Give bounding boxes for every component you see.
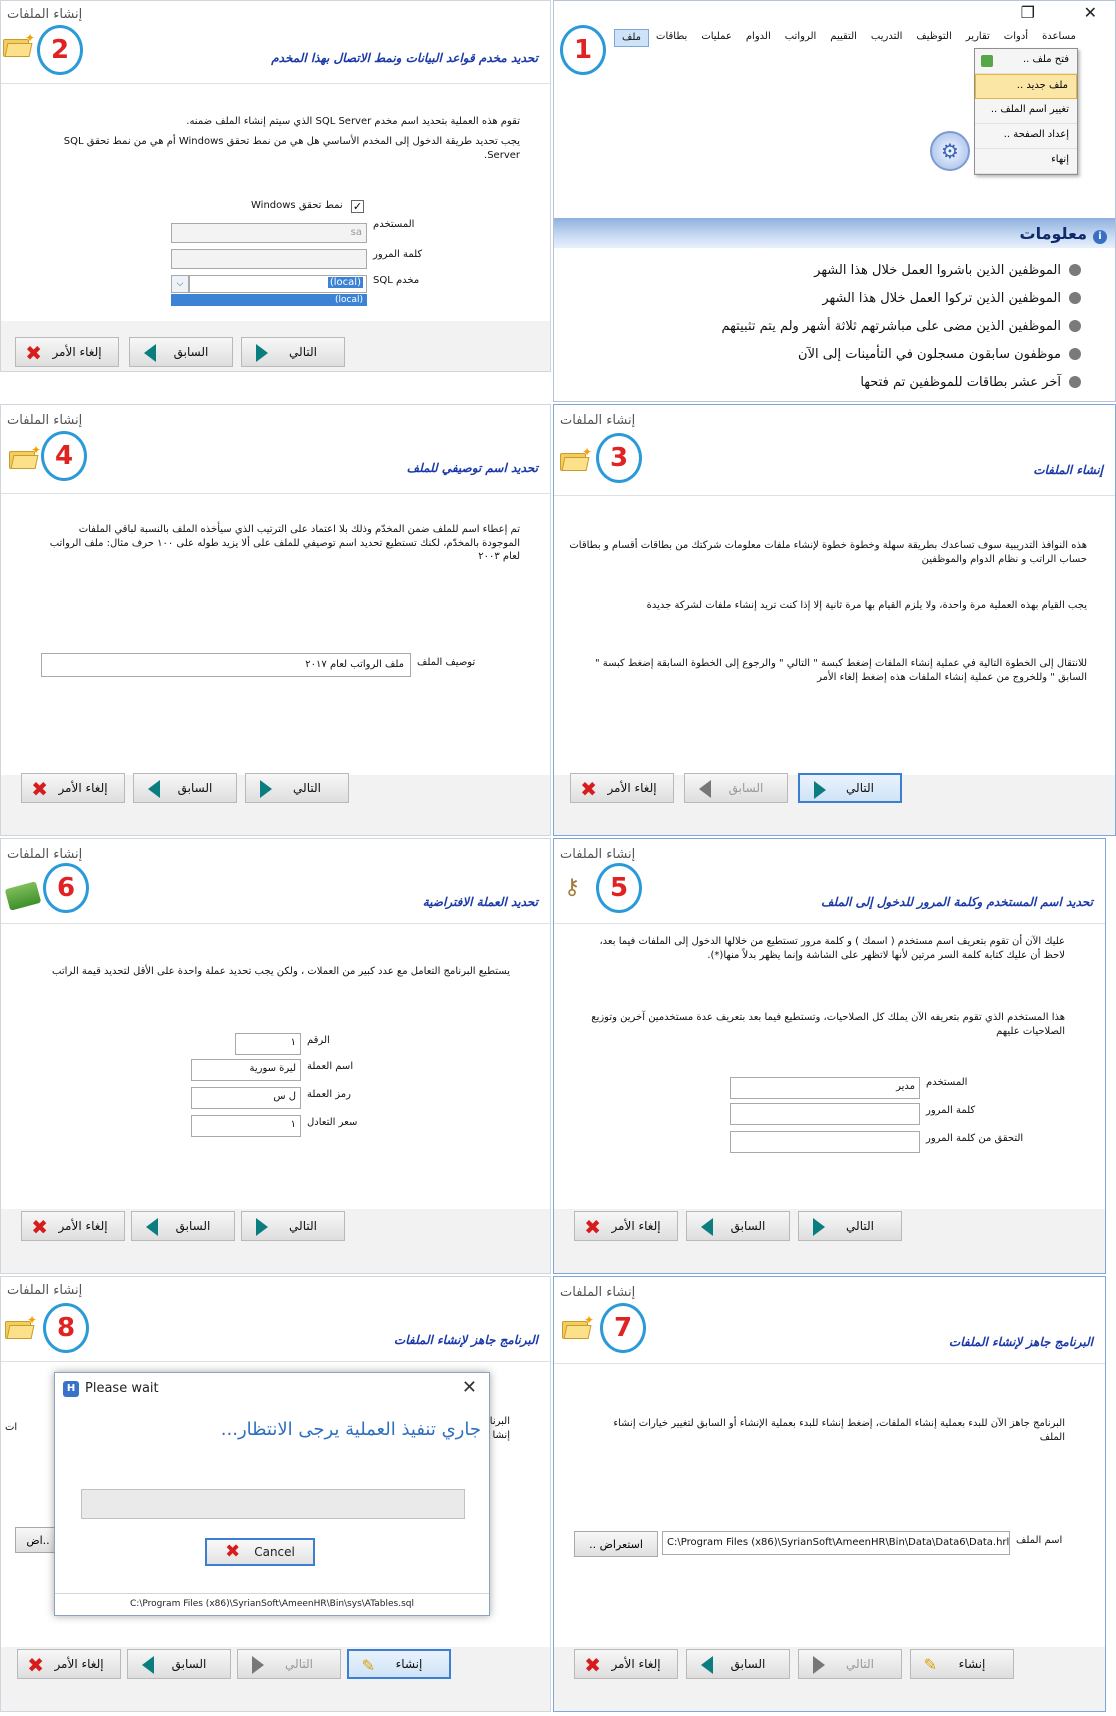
server-combo[interactable] xyxy=(189,275,367,293)
info-link[interactable] xyxy=(722,284,1081,312)
menu-item-label: تغيير اسم الملف .. xyxy=(990,104,1069,115)
browse-button[interactable]: ..اض xyxy=(15,1527,61,1553)
close-icon[interactable]: ✕ xyxy=(1083,3,1097,22)
currency-name-label: اسم العملة xyxy=(307,1061,354,1072)
exchange-rate-label: سعر التعادل xyxy=(307,1117,358,1128)
step-description: البرنامج جاهز الآن للبدء بعملية إنشاء الملفات، إضغط إنشاء للبدء بعملية الإنشاء أو السابق لتغيير خيارات إنشاء الملف xyxy=(613,1418,1065,1443)
step-description-fragment: ات xyxy=(5,1422,18,1433)
prev-label: السابق xyxy=(730,1219,766,1233)
arrow-left-icon xyxy=(142,780,160,798)
divider xyxy=(554,495,1115,496)
info-title: معلومات xyxy=(1019,224,1087,243)
file-name-label: اسم الملف xyxy=(1016,1535,1063,1546)
server-value: (local) xyxy=(329,277,361,288)
cancel-label: إلغاء الأمر xyxy=(52,345,102,359)
password-input[interactable] xyxy=(171,249,367,269)
password-input[interactable] xyxy=(730,1103,920,1125)
dialog-message: جاري تنفيذ العملية يرجى الانتظار... xyxy=(220,1419,481,1440)
menu-reports[interactable]: تقارير xyxy=(965,31,990,42)
cancel-icon: ✖ xyxy=(580,777,597,801)
currency-number-label: الرقم xyxy=(307,1035,330,1046)
cancel-label: إلغاء الأمر xyxy=(611,1657,661,1671)
menu-item-open-file[interactable] xyxy=(975,49,1077,74)
close-icon[interactable]: ✕ xyxy=(461,1377,477,1398)
step-description: هذا المستخدم الذي تقوم بتعريفه الآن يملك كل الصلاحيات، وتستطيع فيما بعد بتعريف عدة مستخدمين آخرين وتوزيع الصلاحيات عليهم xyxy=(591,1012,1065,1037)
wizard-title: إنشاء الملفات xyxy=(7,7,83,22)
menu-evaluation[interactable]: التقييم xyxy=(830,31,857,42)
wizard-step-6 xyxy=(0,838,551,1274)
create-button[interactable] xyxy=(910,1649,1014,1679)
arrow-right-icon xyxy=(808,781,826,799)
step-heading: البرنامج جاهز لإنشاء الملفات xyxy=(393,1333,538,1347)
description-input[interactable]: ملف الرواتب لعام ٢٠١٧ xyxy=(41,653,411,677)
info-link[interactable] xyxy=(722,256,1081,284)
prev-label: السابق xyxy=(173,345,209,359)
menu-item-label: ملف جديد .. xyxy=(1016,80,1068,91)
divider xyxy=(1,923,550,924)
prev-button[interactable] xyxy=(686,1649,790,1679)
next-button[interactable] xyxy=(237,1649,341,1679)
info-header xyxy=(554,218,1115,248)
step-heading: إنشاء الملفات xyxy=(1033,463,1103,477)
progress-bar xyxy=(81,1489,465,1519)
prev-label: السابق xyxy=(175,1219,211,1233)
prev-button[interactable] xyxy=(129,337,233,367)
please-wait-dialog xyxy=(54,1372,490,1616)
menu-item-page-setup[interactable] xyxy=(975,124,1077,149)
step-badge-5: 5 xyxy=(596,863,642,913)
folder-icon: ✦ xyxy=(5,1317,33,1339)
prev-button[interactable] xyxy=(127,1649,231,1679)
create-label: إنشاء xyxy=(958,1657,986,1671)
confirm-password-label: التحقق من كلمة المرور xyxy=(926,1133,1024,1144)
info-link-label: موظفون سابقون مسجلون في التأمينات إلى الآن xyxy=(798,346,1061,362)
divider xyxy=(1,493,550,494)
next-button[interactable] xyxy=(241,337,345,367)
next-label: التالي xyxy=(846,1219,874,1233)
step-badge-7: 7 xyxy=(600,1303,646,1353)
menu-training[interactable]: التدريب xyxy=(870,31,903,42)
folder-icon: ✦ xyxy=(9,447,37,469)
step-description: هذه النوافذ التدريبية سوف تساعدك بطريقة سهلة وخطوة خطوة لإنشاء ملفات معلومات شركتك من بطاقات أقسام و بطاقات حساب الراتب و نظام الدوام والموظفين xyxy=(569,540,1087,565)
info-link-label: آخر عشر بطاقات للموظفين تم فتحها xyxy=(860,374,1061,390)
dialog-cancel-label: Cancel xyxy=(254,1545,295,1559)
cancel-icon: ✖ xyxy=(31,1215,48,1239)
money-icon xyxy=(5,881,42,911)
menu-item-label: إنهاء xyxy=(1051,154,1069,165)
next-button[interactable] xyxy=(245,773,349,803)
cancel-label: إلغاء الأمر xyxy=(58,781,108,795)
app-icon: H xyxy=(63,1381,79,1397)
step-description-fragment: البرنا xyxy=(489,1416,510,1427)
menu-file[interactable]: ملف xyxy=(614,29,649,47)
step-badge-4: 4 xyxy=(41,431,87,481)
prev-label: السابق xyxy=(730,1657,766,1671)
step-description-fragment: إنشا xyxy=(492,1430,510,1441)
next-button[interactable] xyxy=(798,1649,902,1679)
wizard-title: إنشاء الملفات xyxy=(7,1283,83,1298)
divider xyxy=(554,1363,1105,1364)
cancel-label: إلغاء الأمر xyxy=(611,1219,661,1233)
create-button[interactable] xyxy=(347,1649,451,1679)
info-icon: i xyxy=(1093,230,1107,244)
arrow-left-icon xyxy=(695,1656,713,1674)
dialog-title: Please wait xyxy=(85,1381,159,1396)
step-badge-3: 3 xyxy=(596,433,642,483)
wizard-step-5 xyxy=(553,838,1106,1274)
prev-button[interactable] xyxy=(133,773,237,803)
currency-symbol-input[interactable]: ل س xyxy=(191,1087,301,1109)
currency-name-input[interactable]: ليرة سورية xyxy=(191,1059,301,1081)
next-label: التالي xyxy=(289,345,317,359)
cancel-label: إلغاء الأمر xyxy=(54,1657,104,1671)
menu-tools[interactable]: أدوات xyxy=(1003,31,1029,42)
folder-icon: ✦ xyxy=(562,1317,590,1339)
wizard-title: إنشاء الملفات xyxy=(560,413,636,428)
user-input[interactable]: مدير xyxy=(730,1077,920,1099)
step-heading: البرنامج جاهز لإنشاء الملفات xyxy=(948,1335,1093,1349)
confirm-password-input[interactable] xyxy=(730,1131,920,1153)
exchange-rate-input[interactable]: ١ xyxy=(191,1115,301,1137)
user-label: المستخدم xyxy=(373,219,415,230)
cancel-button[interactable] xyxy=(21,1211,125,1241)
prev-button[interactable] xyxy=(131,1211,235,1241)
step-description: تم إعطاء اسم للملف ضمن المخدّم وذلك بلا اعتماد على الترتيب الذي سيأخذه الملف بالنسبة لباقي الملفات الموجودة بالمخدّم، لكنك تستطيع تحديد اسم توصيفي للملف على ألا يزيد طوله على ١٠٠ حرف مثال: ملف الرواتب لعام ٢٠٠٣ xyxy=(49,524,520,562)
windows-auth-label: نمط تحقق Windows xyxy=(251,200,343,211)
next-label: التالي xyxy=(293,781,321,795)
menu-item-new-file[interactable] xyxy=(975,74,1077,99)
step-badge-8: 8 xyxy=(43,1303,89,1353)
divider xyxy=(1,83,550,84)
folder-icon: ✦ xyxy=(560,449,588,471)
description-label: توصيف الملف xyxy=(417,657,476,668)
menu-item-label: فتح ملف .. xyxy=(1023,54,1069,65)
cancel-icon: ✖ xyxy=(25,341,42,365)
step-description: يجب القيام بهذه العملية مرة واحدة، ولا يلزم القيام بها مرة ثانية إلا إذا كنت تريد إنشاء ملفات لشركة جديدة xyxy=(646,600,1087,611)
file-name-input[interactable]: C:\Program Files (x86)\SyrianSoft\AmeenHR\Bin\Data\Data6\Data.hrl xyxy=(662,1531,1010,1555)
prev-button[interactable] xyxy=(686,1211,790,1241)
cancel-icon: ✖ xyxy=(31,777,48,801)
info-link-label: الموظفين الذين باشروا العمل خلال هذا الشهر xyxy=(814,262,1061,278)
menu-item-label: إعداد الصفحة .. xyxy=(1003,129,1069,140)
user-label: المستخدم xyxy=(926,1077,968,1088)
cancel-button[interactable] xyxy=(570,773,674,803)
server-label: مخدم SQL xyxy=(373,275,420,286)
divider xyxy=(554,923,1105,924)
pencil-icon: ✎ xyxy=(361,1656,375,1675)
currency-number-input[interactable]: ١ xyxy=(235,1033,301,1055)
dialog-cancel-button[interactable] xyxy=(205,1538,315,1566)
prev-label: السابق xyxy=(177,781,213,795)
cancel-icon: ✖ xyxy=(584,1215,601,1239)
pencil-icon: ✎ xyxy=(923,1655,937,1674)
restore-icon[interactable]: ❐ xyxy=(1020,3,1035,22)
dialog-file-path: C:\Program Files (x86)\SyrianSoft\AmeenHR\Bin\sys\ATables.sql xyxy=(55,1593,489,1615)
step-badge-2: 2 xyxy=(37,25,83,75)
divider xyxy=(1,1361,550,1362)
wizard-step-2 xyxy=(0,0,551,372)
arrow-left-icon xyxy=(138,344,156,362)
menu-item-exit[interactable] xyxy=(975,149,1077,174)
step-badge-1: 1 xyxy=(560,25,606,75)
arrow-right-icon xyxy=(250,1218,268,1236)
prev-label: السابق xyxy=(171,1657,207,1671)
menu-recruitment[interactable]: التوظيف xyxy=(916,31,952,42)
step-description: تقوم هذه العملية بتحديد اسم مخدم SQL Server الذي سيتم إنشاء الملف ضمنه. xyxy=(186,116,520,127)
wizard-title: إنشاء الملفات xyxy=(560,847,636,862)
info-link[interactable] xyxy=(722,340,1081,368)
menu-help[interactable]: مساعدة xyxy=(1042,31,1076,42)
wizard-title: إنشاء الملفات xyxy=(560,1285,636,1300)
info-list xyxy=(722,256,1081,396)
prev-label: السابق xyxy=(728,781,764,795)
step-description: يجب تحديد طريقة الدخول إلى المخدم الأساسي هل هي من نمط تحقق Windows أم هي من نمط تحقق SQL Server. xyxy=(63,136,520,161)
chevron-down-icon[interactable]: ⌵ xyxy=(171,275,189,293)
bullet-icon xyxy=(1069,348,1081,360)
cancel-icon: ✖ xyxy=(584,1653,601,1677)
step-description: يستطيع البرنامج التعامل مع عدد كبير من العملات ، ولكن يجب تحديد عملة واحدة على الأقل لتحديد قيمة الراتب xyxy=(52,966,510,977)
password-label: كلمة المرور xyxy=(926,1105,976,1116)
arrow-right-icon xyxy=(807,1218,825,1236)
bullet-icon xyxy=(1069,292,1081,304)
arrow-right-icon xyxy=(246,1656,264,1674)
wizard-title: إنشاء الملفات xyxy=(7,413,83,428)
prev-button[interactable] xyxy=(684,773,788,803)
wizard-title: إنشاء الملفات xyxy=(7,847,83,862)
arrow-left-icon xyxy=(695,1218,713,1236)
step-badge-6: 6 xyxy=(43,863,89,913)
wizard-step-7 xyxy=(553,1276,1106,1712)
open-file-icon xyxy=(981,55,993,67)
menu-operations[interactable]: عمليات xyxy=(701,31,732,42)
main-window-panel xyxy=(553,0,1116,402)
next-label: التالي xyxy=(285,1657,313,1671)
step-description: للانتقال إلى الخطوة التالية في عملية إنشاء الملفات إضغط كبسة " التالي " والرجوع إلى الخطوة السابقة إضغط كبسة " السابق " وللخروج من عملية إنشاء الملفات هذه إضغط إلغاء الأمر xyxy=(594,658,1087,683)
menu-item-rename-file[interactable] xyxy=(975,99,1077,124)
gear-icon: ⚙ xyxy=(930,131,970,171)
cancel-label: إلغاء الأمر xyxy=(607,781,657,795)
next-button[interactable] xyxy=(798,1211,902,1241)
cancel-button[interactable] xyxy=(574,1649,678,1679)
cancel-icon: ✖ xyxy=(27,1653,44,1677)
folder-icon: ✦ xyxy=(3,35,31,57)
menu-salaries[interactable]: الرواتب xyxy=(784,31,817,42)
menu-bar xyxy=(614,29,1109,47)
cancel-button[interactable] xyxy=(15,337,119,367)
user-input[interactable]: sa xyxy=(171,223,367,243)
info-link-label: الموظفين الذين مضى على مباشرتهم ثلاثة أشهر ولم يتم تثبيتهم xyxy=(721,318,1061,334)
cancel-icon: ✖ xyxy=(225,1541,241,1562)
windows-auth-checkbox[interactable]: ✓ xyxy=(352,200,363,213)
info-link[interactable] xyxy=(722,312,1081,340)
browse-button[interactable]: استعراض .. xyxy=(574,1531,658,1557)
password-label: كلمة المرور xyxy=(373,249,423,260)
server-option[interactable]: (local) xyxy=(171,294,367,306)
arrow-left-icon xyxy=(693,780,711,798)
next-button[interactable] xyxy=(241,1211,345,1241)
bullet-icon xyxy=(1069,376,1081,388)
cancel-label: إلغاء الأمر xyxy=(58,1219,108,1233)
cancel-button[interactable] xyxy=(574,1211,678,1241)
next-label: التالي xyxy=(289,1219,317,1233)
cancel-button[interactable] xyxy=(17,1649,121,1679)
wizard-step-4 xyxy=(0,404,551,836)
menu-cards[interactable]: بطاقات xyxy=(656,31,688,42)
step-heading: تحديد مخدم قواعد البيانات ونمط الاتصال بهذا المخدم xyxy=(271,51,538,65)
next-label: التالي xyxy=(846,1657,874,1671)
arrow-left-icon xyxy=(136,1656,154,1674)
info-link[interactable] xyxy=(722,368,1081,396)
file-menu-dropdown xyxy=(974,48,1078,175)
menu-attendance[interactable]: الدوام xyxy=(745,31,771,42)
step-heading: تحديد العملة الافتراضية xyxy=(422,895,538,909)
bullet-icon xyxy=(1069,320,1081,332)
step-heading: تحديد اسم المستخدم وكلمة المرور للدخول إلى الملف xyxy=(821,895,1093,909)
wizard-step-3 xyxy=(553,404,1116,836)
info-link-label: الموظفين الذين تركوا العمل خلال هذا الشهر xyxy=(822,290,1061,306)
cancel-button[interactable] xyxy=(21,773,125,803)
step-description: عليك الآن أن تقوم بتعريف اسم مستخدم ( اسمك ) و كلمة مرور تستطيع من خلالها الدخول إلى الملفات فيما بعد، لاحظ أن عليك كتابة كلمة السر مرتين لأنها لاتظهر على الشاشة وإنما يظهر بدلاً منها(*). xyxy=(599,936,1065,961)
arrow-right-icon xyxy=(250,344,268,362)
arrow-right-icon xyxy=(254,780,272,798)
bullet-icon xyxy=(1069,264,1081,276)
arrow-right-icon xyxy=(807,1656,825,1674)
next-button[interactable] xyxy=(798,773,902,803)
arrow-left-icon xyxy=(140,1218,158,1236)
currency-symbol-label: رمز العملة xyxy=(307,1089,351,1100)
step-heading: تحديد اسم توصيفي للملف xyxy=(406,461,538,475)
keys-icon: ⚷ xyxy=(564,875,581,900)
create-label: إنشاء xyxy=(395,1657,423,1671)
next-label: التالي xyxy=(846,781,874,795)
